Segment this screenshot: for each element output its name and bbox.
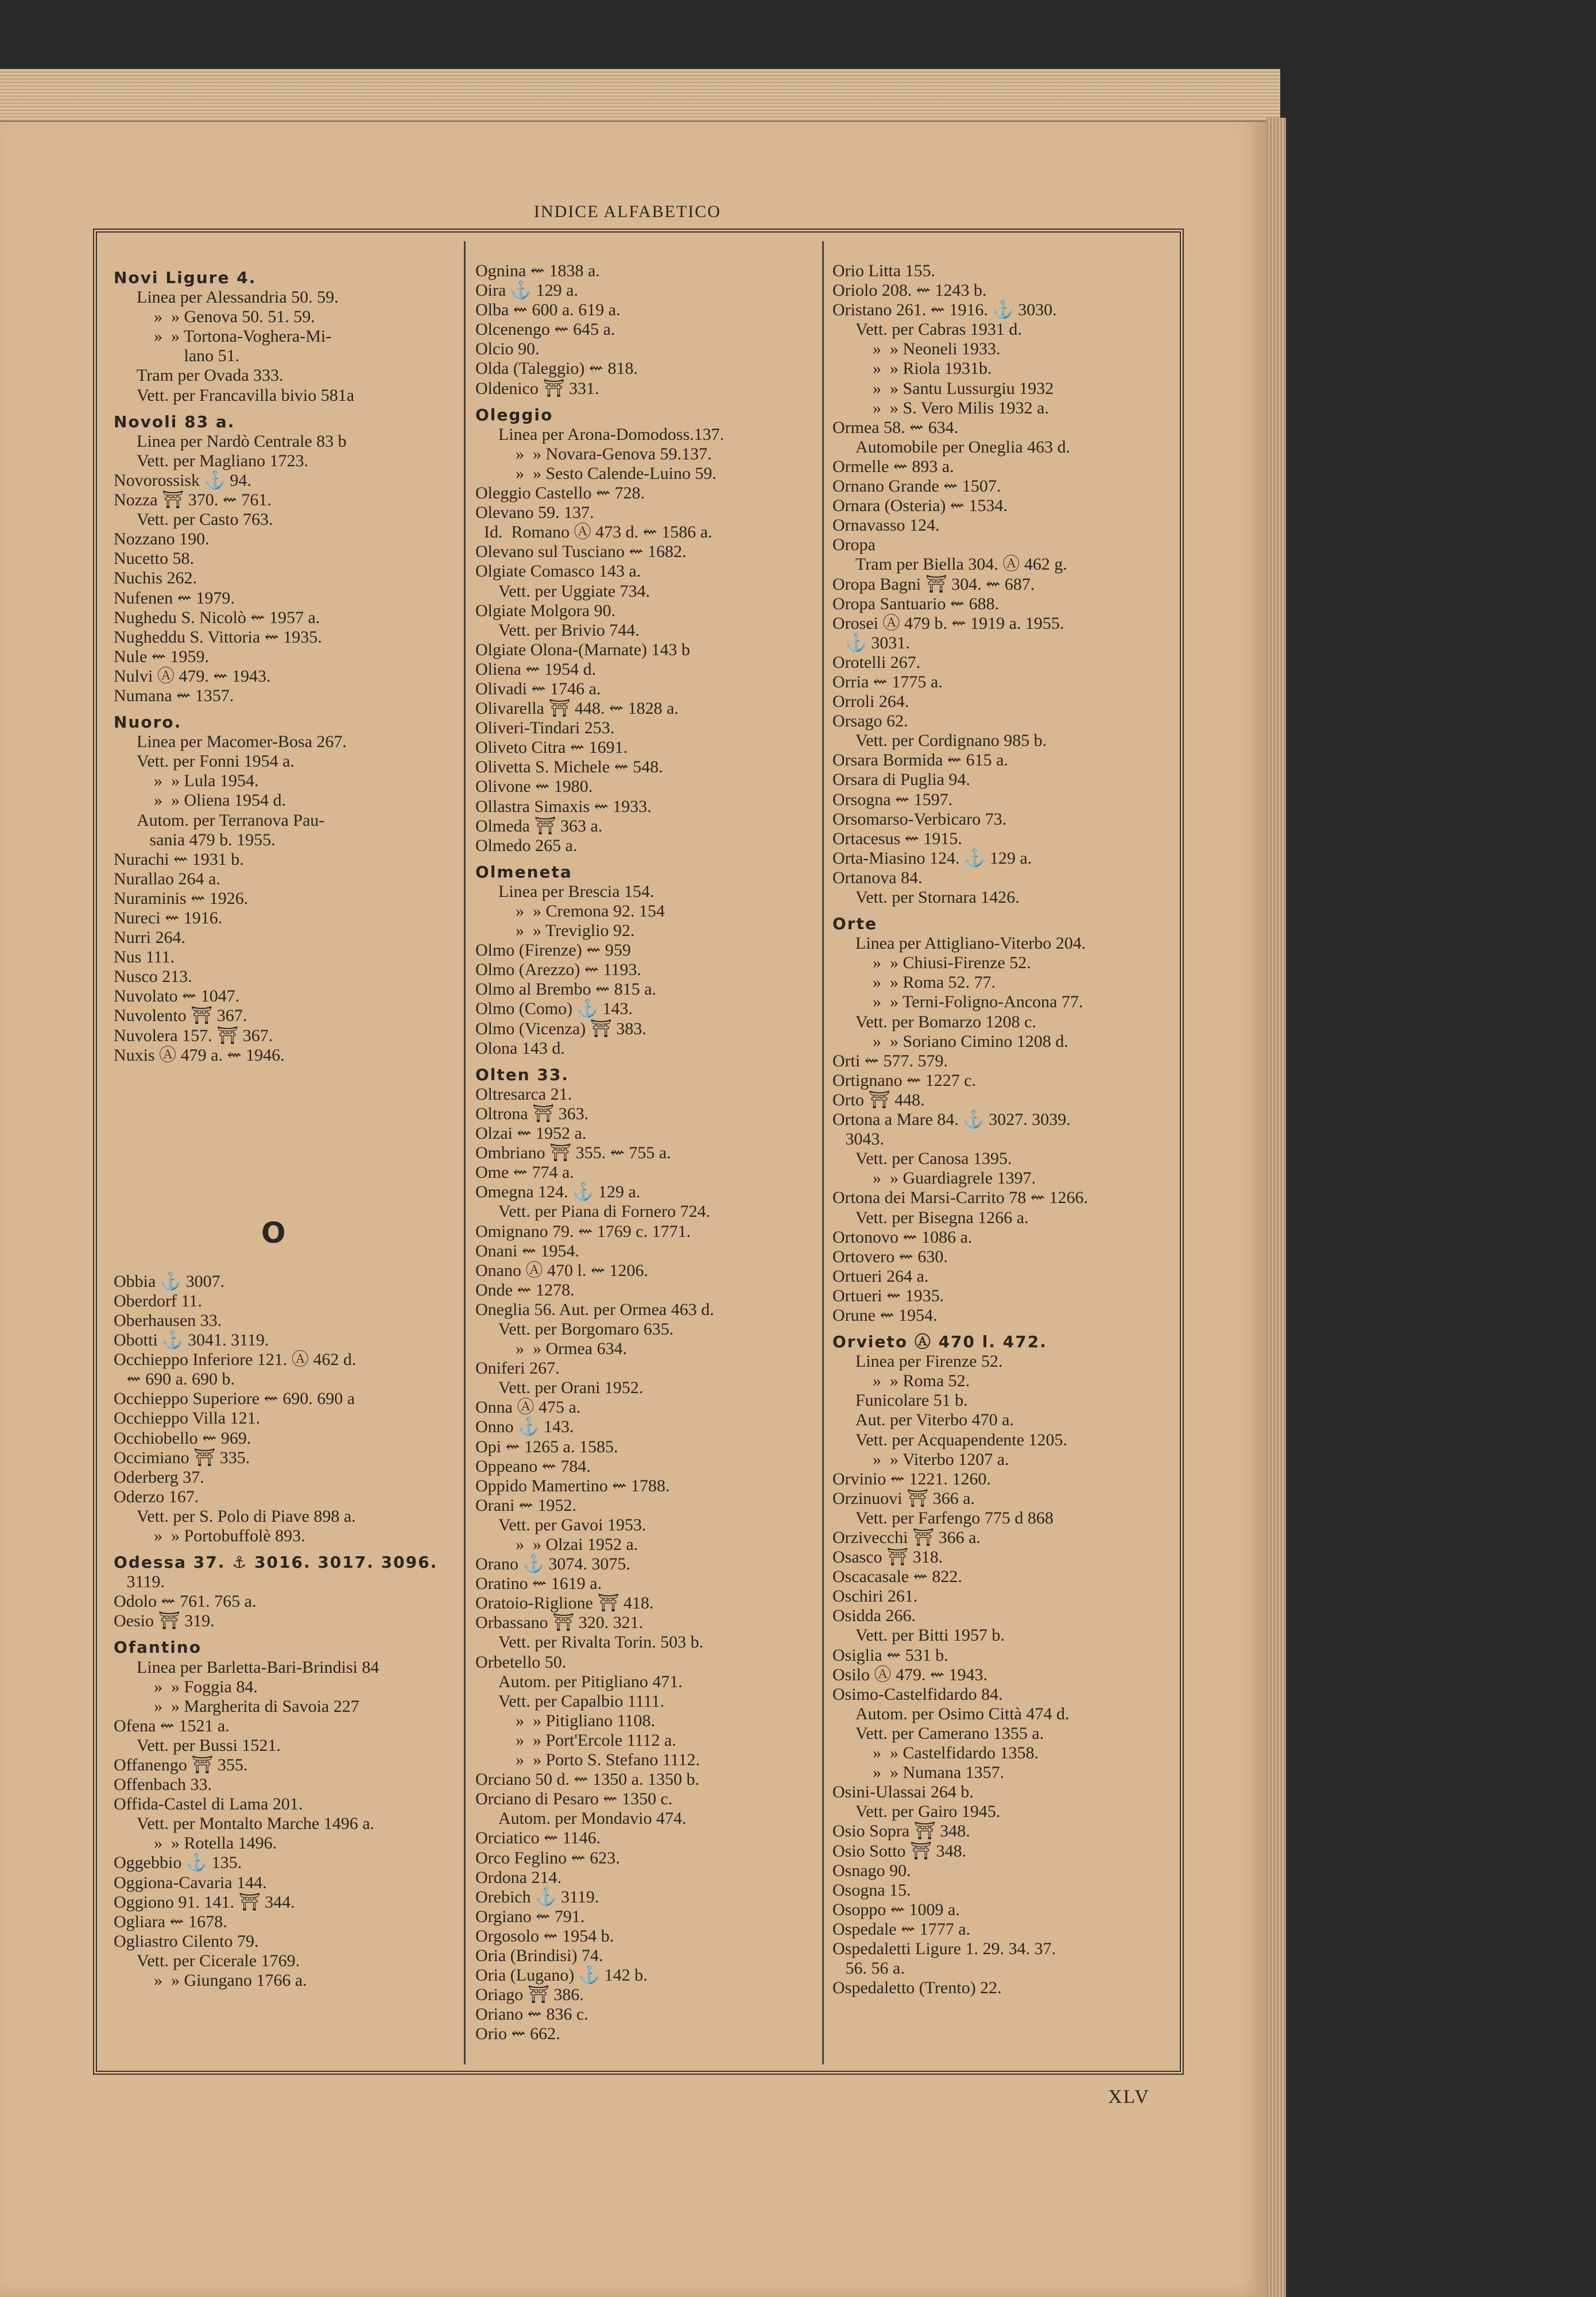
index-entry: Oggiono 91. 141. ⛩ 344. [114,1892,295,1912]
index-entry: Ospedaletti Ligure 1. 29. 34. 37. [832,1939,1056,1958]
index-entry: Vett. per Stornara 1426. [855,888,1020,907]
running-head: INDICE ALFABETICO [534,202,721,221]
index-entry: Vett. per Camerano 1355 a. [855,1723,1044,1743]
index-entry: Olgiate Molgora 90. [475,601,616,620]
index-entry: Orzivecchi ⛩ 366 a. [832,1528,981,1547]
index-column-2 [475,261,814,2297]
index-entry: Orsara di Puglia 94. [832,770,970,790]
index-entry: 3043. [832,1130,884,1149]
index-entry: » » Lula 1954. [154,771,259,791]
index-entry: Orebich ⚓ 3119. [475,1887,599,1907]
index-entry: Linea per Arona-Domodoss.137. [498,424,725,444]
index-entry: Nurri 264. [114,928,185,948]
index-entry: Olzai ⇜ 1952 a. [475,1124,587,1143]
index-entry: Funicolare 51 b. [855,1391,968,1410]
index-entry: Vett. per Bisegna 1266 a. [855,1208,1029,1227]
index-entry: Vett. per Casto 763. [137,510,273,529]
index-entry: Ortueri ⇜ 1935. [832,1286,944,1305]
index-entry: Oriolo 208. ⇜ 1243 b. [832,281,987,300]
index-entry: Ortona dei Marsi-Carrito 78 ⇜ 1266. [832,1188,1088,1208]
index-entry: » » Soriano Cimino 1208 d. [873,1031,1068,1051]
spacer [114,1100,452,1134]
index-entry: Olmo (Firenze) ⇜ 959 [475,941,631,960]
index-entry: » » S. Vero Milis 1932 a. [873,398,1049,417]
index-entry: Autom. per Pitigliano 471. [498,1672,683,1691]
index-entry: » » Neoneli 1933. [873,339,1001,359]
index-entry: Ornano Grande ⇜ 1507. [832,477,1001,496]
index-entry: Nureci ⇜ 1916. [114,908,223,927]
index-entry: Osasco ⛩ 318. [832,1548,943,1567]
index-entry: Oltrona ⛩ 363. [475,1104,589,1123]
index-entry: Vett. per Farfengo 775 d 868 [855,1508,1053,1528]
index-entry: » » Ormea 634. [516,1339,627,1359]
index-entry: » » Pitigliano 1108. [516,1711,656,1730]
index-entry: Oesio ⛩ 319. [114,1611,215,1631]
index-entry: Nugheddu S. Vittoria ⇜ 1935. [114,627,322,647]
index-entry: Ombriano ⛩ 355. ⇜ 755 a. [475,1143,671,1163]
index-entry: Orzinuovi ⛩ 366 a. [832,1488,975,1508]
index-entry: Linea per Alessandria 50. 59. [137,288,339,307]
index-entry: Vett. per Montalto Marche 1496 a. [137,1814,375,1834]
index-heading: Nuoro. [114,713,182,732]
index-heading: Ofantino [114,1638,202,1657]
index-entry: Offenbach 33. [114,1775,212,1795]
index-entry: Occhiobello ⇜ 969. [114,1428,251,1448]
index-entry: Oropa Bagni ⛩ 304. ⇜ 687. [832,574,1035,594]
index-entry: » » Oliena 1954 d. [154,791,286,810]
index-entry: Ortonovo ⇜ 1086 a. [832,1227,973,1247]
index-entry: Orto ⛩ 448. [832,1090,925,1109]
index-column-1 [114,261,452,2297]
index-entry: » » Foggia 84. [154,1677,258,1696]
index-entry: Vett. per Bussi 1521. [137,1735,281,1755]
index-entry: Oria (Brindisi) 74. [475,1946,603,1965]
index-entry: Vett. per Piana di Fornero 724. [498,1202,711,1221]
index-heading: Olmeneta [475,862,572,881]
index-entry: Oldenico ⛩ 331. [475,378,599,398]
index-entry: Ortovero ⇜ 630. [832,1247,948,1266]
index-entry: Olevano sul Tusciano ⇜ 1682. [475,542,687,562]
index-entry: » » Genova 50. 51. 59. [154,307,315,327]
index-entry: Orsomarso-Verbicaro 73. [832,809,1007,829]
index-entry: Osio Sotto ⛩ 348. [832,1841,967,1861]
index-entry: Olgiate Olona-(Marnate) 143 b [475,640,691,659]
index-entry: Oria (Lugano) ⚓ 142 b. [475,1966,648,1985]
index-entry: » » Cremona 92. 154 [516,902,665,921]
section-letter: O [261,1216,286,1250]
index-entry: » » Terni-Foligno-Ancona 77. [873,992,1083,1012]
index-entry: Olmeda ⛩ 363 a. [475,816,603,836]
index-entry: Oscacasale ⇜ 822. [832,1567,962,1587]
index-entry: Orciatico ⇜ 1146. [475,1828,601,1848]
spacer [114,1065,452,1100]
index-entry: Nuchis 262. [114,569,197,588]
index-entry: Osoppo ⇜ 1009 a. [832,1900,960,1919]
index-entry: Olba ⇜ 600 a. 619 a. [475,300,621,320]
index-entry: » » Sesto Calende-Luino 59. [516,463,716,483]
index-heading: Olten 33. [475,1065,570,1084]
index-entry: Ordona 214. [475,1867,561,1887]
index-entry: Olona 143 d. [475,1038,565,1058]
index-entry: 56. 56 a. [832,1959,905,1978]
index-entry: » » Castelfidardo 1358. [873,1743,1039,1763]
index-entry: Oderberg 37. [114,1467,204,1487]
index-entry: Nuvolato ⇜ 1047. [114,987,240,1006]
index-entry: » » Novara-Genova 59.137. [516,444,712,463]
index-entry: Olivetta S. Michele ⇜ 548. [475,757,663,777]
index-entry: Oberdorf 11. [114,1291,202,1310]
index-entry: Vett. per Brivio 744. [498,620,640,640]
index-entry: Obotti ⚓ 3041. 3119. [114,1331,269,1350]
index-entry: Oropa [832,535,876,555]
index-entry: Nozza ⛩ 370. ⇜ 761. [114,490,272,510]
index-entry: Orosei Ⓐ 479 b. ⇜ 1919 a. 1955. [832,613,1064,633]
index-entry: Ognina ⇜ 1838 a. [475,261,600,280]
index-entry: Vett. per Uggiate 734. [498,581,650,601]
index-entry: Orciano 50 d. ⇜ 1350 a. 1350 b. [475,1770,700,1789]
index-entry: Orsara Bormida ⇜ 615 a. [832,751,1008,770]
index-entry: Orotelli 267. [832,652,921,672]
index-entry: Oira ⚓ 129 a. [475,281,578,300]
index-entry: Nusco 213. [114,967,192,987]
index-entry: Orgiano ⇜ 791. [475,1907,585,1926]
index-entry: Ortona a Mare 84. ⚓ 3027. 3039. [832,1110,1071,1130]
index-entry: Oppeano ⇜ 784. [475,1456,591,1476]
index-entry: Occhieppo Villa 121. [114,1409,261,1428]
index-entry: Oropa Santuario ⇜ 688. [832,594,1000,613]
index-entry: Orgosolo ⇜ 1954 b. [475,1926,614,1946]
index-entry: Orroli 264. [832,692,909,711]
index-entry: Vett. per Capalbio 1111. [498,1691,665,1711]
index-entry: Oliveto Citra ⇜ 1691. [475,738,628,757]
index-entry: Oliveri-Tindari 253. [475,718,615,738]
index-entry: Oriago ⛩ 386. [475,1985,584,2005]
index-entry: Vett. per Cicerale 1769. [137,1951,300,1970]
index-entry: Osiglia ⇜ 531 b. [832,1645,948,1665]
index-entry: Ome ⇜ 774 a. [475,1163,574,1182]
index-entry: Linea per Macomer-Bosa 267. [137,732,347,752]
index-entry: Onna Ⓐ 475 a. [475,1398,581,1417]
index-entry: Vett. per Gavoi 1953. [498,1515,646,1534]
index-entry: ⚓ 3031. [832,633,910,652]
index-entry: Vett. per Rivalta Torin. 503 b. [498,1633,704,1652]
index-entry: Tram per Biella 304. Ⓐ 462 g. [855,555,1067,574]
index-entry: Ormea 58. ⇜ 634. [832,417,959,437]
index-entry: Nulvi Ⓐ 479. ⇜ 1943. [114,666,271,686]
index-entry: Vett. per Francavilla bivio 581a [137,385,355,405]
index-entry: Ogliara ⇜ 1678. [114,1912,227,1931]
index-heading: Novoli 83 a. [114,412,235,431]
index-entry: Nucetto 58. [114,549,194,569]
index-entry: Novorossisk ⚓ 94. [114,470,251,490]
index-entry: » » Porto S. Stefano 1112. [516,1750,700,1770]
index-heading: Oleggio [475,405,553,424]
index-entry: Onani ⇜ 1954. [475,1241,579,1260]
index-entry: Osini-Ulassai 264 b. [832,1782,974,1802]
index-entry: Orria ⇜ 1775 a. [832,672,943,691]
index-entry: Olmo (Arezzo) ⇜ 1193. [475,960,641,980]
index-entry: » » Olzai 1952 a. [516,1535,638,1554]
index-entry: Vett. per Fonni 1954 a. [137,752,295,771]
index-entry: Oderzo 167. [114,1487,199,1506]
index-entry: Odolo ⇜ 761. 765 a. [114,1592,257,1611]
index-entry: Osogna 15. [832,1880,911,1900]
index-entry: Autom. per Terranova Pau- [137,810,325,830]
index-entry: Olcenengo ⇜ 645 a. [475,320,615,339]
index-entry: ⇜ 690 a. 690 b. [114,1370,235,1389]
index-entry: Olmedo 265 a. [475,836,578,855]
index-entry: Olmo (Vicenza) ⛩ 383. [475,1019,646,1038]
index-entry: Automobile per Oneglia 463 d. [855,437,1071,457]
index-entry: Oleggio Castello ⇜ 728. [475,484,645,503]
spacer [114,1134,452,1169]
index-entry: Osimo-Castelfidardo 84. [832,1684,1003,1704]
index-entry: Nuxis Ⓐ 479 a. ⇜ 1946. [114,1045,285,1065]
index-entry: » » Numana 1357. [873,1763,1005,1782]
index-entry: Ornara (Osteria) ⇜ 1534. [832,496,1008,516]
index-entry: Olevano 59. 137. [475,503,594,523]
index-entry: Olcio 90. [475,339,540,359]
index-entry: Tram per Ovada 333. [137,366,284,385]
index-entry: » » Treviglio 92. [516,921,635,941]
index-entry: Vett. per Cordignano 985 b. [855,731,1047,751]
index-entry: Opi ⇜ 1265 a. 1585. [475,1437,618,1456]
index-entry: Autom. per Osimo Città 474 d. [855,1704,1070,1723]
index-entry: Occimiano ⛩ 335. [114,1448,250,1467]
index-entry: Oliena ⇜ 1954 d. [475,659,596,679]
index-entry: » » Roma 52. [873,1371,970,1391]
index-entry: Oriano ⇜ 836 c. [475,2005,588,2024]
index-entry: » » Roma 52. 77. [873,973,996,992]
index-entry: Offanengo ⛩ 355. [114,1755,248,1774]
index-entry: Nus 111. [114,948,175,967]
column-rule-1 [464,241,466,2064]
index-heading: Odessa 37. ⚓ 3016. 3017. 3096. [114,1553,438,1572]
index-entry: » » Guardiagrele 1397. [873,1169,1036,1188]
index-entry: Ofena ⇜ 1521 a. [114,1716,230,1735]
index-entry: Ortignano ⇜ 1227 c. [832,1070,977,1090]
index-entry: Linea per Attigliano-Viterbo 204. [855,934,1086,953]
index-entry: 3119. [114,1572,165,1592]
index-entry: Oltresarca 21. [475,1084,572,1104]
index-entry: Orio Litta 155. [832,261,936,280]
index-entry: Ornavasso 124. [832,516,940,535]
index-entry: Oggiona-Cavaria 144. [114,1873,267,1892]
index-entry: Nuvolento ⛩ 367. [114,1006,247,1026]
index-entry: Osnago 90. [832,1861,911,1880]
index-entry: Offida-Castel di Lama 201. [114,1795,303,1814]
index-entry: Id. Romano Ⓐ 473 d. ⇜ 1586 a. [475,523,712,542]
index-entry: Oniferi 267. [475,1359,560,1378]
index-entry: Olivadi ⇜ 1746 a. [475,679,601,698]
index-entry: » » Port'Ercole 1112 a. [516,1730,676,1750]
index-entry: Vett. per Magliano 1723. [137,451,309,470]
index-entry: Nufenen ⇜ 1979. [114,588,235,608]
index-entry: Obbia ⚓ 3007. [114,1271,225,1291]
index-entry: Ospedaletto (Trento) 22. [832,1978,1002,1998]
index-entry: Autom. per Mondavio 474. [498,1809,687,1828]
index-entry: Occhieppo Inferiore 121. Ⓐ 462 d. [114,1350,357,1370]
index-entry: Orune ⇜ 1954. [832,1305,938,1325]
index-entry: Vett. per Canosa 1395. [855,1149,1012,1169]
index-entry: Ollastra Simaxis ⇜ 1933. [475,796,652,816]
page-number: XLV [1108,2086,1150,2107]
index-entry: Nule ⇜ 1959. [114,647,209,666]
index-entry: Nozzano 190. [114,529,210,549]
index-entry: » » Rotella 1496. [154,1834,277,1853]
index-entry: Onno ⚓ 143. [475,1417,574,1437]
index-entry: lano 51. [154,346,240,366]
index-entry: » » Riola 1931b. [873,359,992,378]
index-entry: Vett. per Gairo 1945. [855,1802,1001,1822]
index-entry: Omegna 124. ⚓ 129 a. [475,1182,641,1202]
index-entry: Nurachi ⇜ 1931 b. [114,849,244,869]
index-entry: Orta-Miasino 124. ⚓ 129 a. [832,848,1032,868]
index-column-3 [832,261,1177,2297]
index-entry: Nurallao 264 a. [114,869,220,888]
index-entry: » » Portobuffolè 893. [154,1526,305,1545]
index-entry: Olmo al Brembo ⇜ 815 a. [475,980,657,999]
index-entry: Ogliastro Cilento 79. [114,1931,259,1951]
index-entry: Orco Feglino ⇜ 623. [475,1848,620,1867]
spacer [114,1169,452,1203]
index-entry: Orti ⇜ 577. 579. [832,1051,948,1070]
index-entry: Omignano 79. ⇜ 1769 c. 1771. [475,1221,691,1241]
index-entry: » » Giungano 1766 a. [154,1971,307,1990]
index-entry: Ospedale ⇜ 1777 a. [832,1919,971,1939]
index-entry: Oberhausen 33. [114,1310,222,1330]
index-entry: Nuraminis ⇜ 1926. [114,888,249,908]
index-entry: Oschiri 261. [832,1587,918,1606]
index-entry: Vett. per Borgomaro 635. [498,1319,674,1339]
fore-edge [1266,118,1286,2297]
index-heading: Novi Ligure 4. [114,268,257,287]
index-entry: Orciano di Pesaro ⇜ 1350 c. [475,1789,673,1809]
index-entry: Ortacesus ⇜ 1915. [832,829,962,848]
index-entry: Onde ⇜ 1278. [475,1280,575,1300]
index-entry: Occhieppo Superiore ⇜ 690. 690 a [114,1389,355,1409]
index-entry: Ortueri 264 a. [832,1266,929,1286]
index-entry: Ormelle ⇜ 893 a. [832,457,954,476]
index-entry: Oratoio-Riglione ⛩ 418. [475,1594,654,1613]
index-entry: Linea per Brescia 154. [498,881,654,901]
index-entry: Oneglia 56. Aut. per Ormea 463 d. [475,1300,714,1319]
index-entry: Orio ⇜ 662. [475,2024,560,2044]
index-entry: » » Tortona-Voghera-Mi- [154,327,332,346]
index-entry: Vett. per Bomarzo 1208 c. [855,1012,1036,1031]
page-edges [0,69,1280,122]
index-entry: Olivarella ⛩ 448. ⇜ 1828 a. [475,699,679,718]
index-entry: » » Chiusi-Firenze 52. [873,953,1031,973]
index-entry: Orbassano ⛩ 320. 321. [475,1613,644,1633]
index-entry: Oppido Mamertino ⇜ 1788. [475,1476,670,1495]
index-entry: Olgiate Comasco 143 a. [475,562,641,581]
index-entry: Linea per Nardò Centrale 83 b [137,431,347,451]
index-entry: Orvinio ⇜ 1221. 1260. [832,1469,991,1488]
index-entry: Osio Sopra ⛩ 348. [832,1822,970,1841]
column-rule-2 [822,241,824,2064]
index-entry: Orsogna ⇜ 1597. [832,790,953,809]
index-entry: » » Santu Lussurgiu 1932 [873,378,1054,398]
index-entry: Olivone ⇜ 1980. [475,777,593,796]
index-entry: Orano ⚓ 3074. 3075. [475,1554,630,1574]
index-heading: Orte [832,914,877,934]
index-entry: Ortanova 84. [832,868,923,887]
index-entry: » » Viterbo 1207 a. [873,1449,1009,1469]
index-entry: » » Margherita di Savoia 227 [154,1696,359,1716]
index-entry: Osidda 266. [832,1606,916,1626]
index-entry: Aut. per Viterbo 470 a. [855,1410,1014,1430]
index-entry: Onano Ⓐ 470 l. ⇜ 1206. [475,1260,648,1280]
index-entry: Olda (Taleggio) ⇜ 818. [475,359,638,378]
index-entry: sania 479 b. 1955. [137,830,276,849]
index-entry: Orsago 62. [832,711,908,731]
index-entry: Orani ⇜ 1952. [475,1495,576,1515]
index-entry: Vett. per S. Polo di Piave 898 a. [137,1506,356,1526]
index-entry: Orbetello 50. [475,1652,567,1672]
index-entry: Linea per Barletta-Bari-Brindisi 84 [137,1657,379,1677]
index-entry: Oristano 261. ⇜ 1916. ⚓ 3030. [832,300,1057,320]
index-entry: Vett. per Cabras 1931 d. [855,320,1022,339]
index-entry: Osilo Ⓐ 479. ⇜ 1943. [832,1665,988,1684]
index-entry: Oratino ⇜ 1619 a. [475,1574,602,1594]
index-entry: Nuvolera 157. ⛩ 367. [114,1026,273,1045]
index-heading: Orvieto Ⓐ 470 l. 472. [832,1332,1047,1352]
index-entry: Vett. per Acquapendente 1205. [855,1430,1068,1449]
index-entry: Numana ⇜ 1357. [114,686,234,705]
index-entry: Vett. per Bitti 1957 b. [855,1626,1005,1645]
index-entry: Oggebbio ⚓ 135. [114,1853,242,1873]
index-entry: Vett. per Orani 1952. [498,1378,644,1398]
index-entry: Olmo (Como) ⚓ 143. [475,999,633,1019]
index-entry: Nughedu S. Nicolò ⇜ 1957 a. [114,608,320,627]
index-entry: Linea per Firenze 52. [855,1352,1003,1371]
